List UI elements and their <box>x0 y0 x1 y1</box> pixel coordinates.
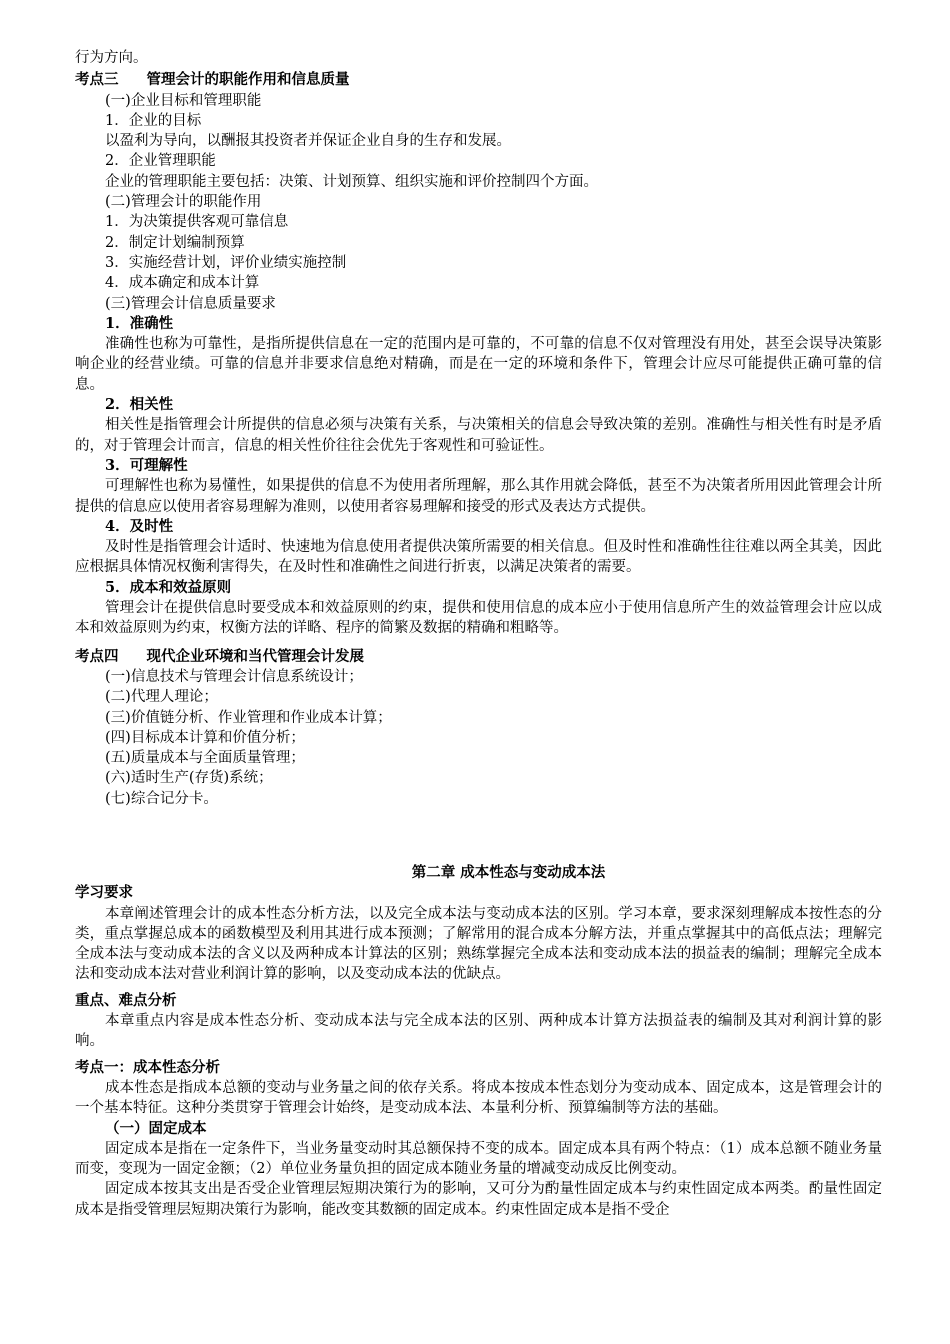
quality-text: 相关性是指管理会计所提供的信息必须与决策有关系，与决策相关的信息会导致决策的差别。准确性与相关性有时是矛盾的，对于管理会计而言，信息的相关性价往往会优先于客观性和可验证性。 <box>75 417 882 454</box>
s3-line: 2．制定计划编制预算 <box>105 234 245 251</box>
s3-line: (一)企业目标和管理职能 <box>105 92 262 109</box>
study-heading: 学习要求 <box>75 884 133 902</box>
fixed-cost-heading: （一）固定成本 <box>105 1119 207 1137</box>
quality-heading: 2．相关性 <box>105 396 174 414</box>
s4-item: (五)质量成本与全面质量管理； <box>105 750 305 767</box>
s4-item: (七)综合记分卡。 <box>105 790 218 807</box>
s3-line: 4．成本确定和成本计算 <box>105 275 260 292</box>
point1-heading: 考点一：成本性态分析 <box>75 1058 220 1076</box>
quality-text: 管理会计在提供信息时要受成本和效益原则的约束，提供和使用信息的成本应小于使用信息所产生的效益管理会计应以成本和效益原则为约束，权衡方法的详略、程序的简繁及数据的精确和粗略等。 <box>75 600 882 637</box>
s3-line: (三)管理会计信息质量要求 <box>105 295 276 312</box>
s4-item: (四)目标成本计算和价值分析； <box>105 729 305 746</box>
s4-item: (一)信息技术与管理会计信息系统设计； <box>105 668 363 685</box>
section4-title: 现代企业环境和当代管理会计发展 <box>146 647 364 665</box>
key-text: 本章重点内容是成本性态分析、变动成本法与完全成本法的区别、两种成本计算方法损益表的编制及其对利润计算的影响。 <box>75 1013 882 1050</box>
quality-heading: 1．准确性 <box>105 314 174 332</box>
s4-item: (六)适时生产(存货)系统； <box>105 770 273 787</box>
section3-label: 考点三 <box>75 71 119 89</box>
study-text: 本章阐述管理会计的成本性态分析方法，以及完全成本法与变动成本法的区别。学习本章，要求深刻理解成本按性态的分类，重点掌握总成本的函数模型及利用其进行成本预测；了解常用的混合成本分解方法，并重点掌握其中的高低点法；理解完全成本法与变动成本法的含义以及两种成本计算法的区别；熟练掌握完全成本法和变动成本法的损益表的编制；理解完全成本法和变动成本法对营业利润计算的影响，以及变动成本法的优缺点。 <box>75 905 882 983</box>
chapter-title: 第二章 成本性态与变动成本法 <box>411 863 606 881</box>
section4-label: 考点四 <box>75 647 119 665</box>
quality-text: 准确性也称为可靠性，是指所提供信息在一定的范围内是可靠的，不可靠的信息不仅对管理没有用处，甚至会误导决策影响企业的经营业绩。可靠的信息并非要求信息绝对精确，而是在一定的环境和条件下，管理会计应尽可能提供正确可靠的信息。 <box>75 336 882 393</box>
top-fragment: 行为方向。 <box>75 50 148 66</box>
section3-heading <box>75 70 882 90</box>
section4-heading <box>75 647 882 667</box>
quality-heading: 5．成本和效益原则 <box>105 578 232 596</box>
s3-line: 1．企业的目标 <box>105 112 202 129</box>
s3-line: (二)管理会计的职能作用 <box>105 194 262 211</box>
s3-line: 1．为决策提供客观可靠信息 <box>105 214 289 231</box>
section3-title: 管理会计的职能作用和信息质量 <box>146 71 350 89</box>
s3-line: 3．实施经营计划，评价业绩实施控制 <box>105 254 347 271</box>
fixed-cost-text: 固定成本按其支出是否受企业管理层短期决策行为的影响，又可分为酌量性固定成本与约束性固定成本两类。酌量性固定成本是指受管理层短期决策行为影响，能改变其数额的固定成本。约束性固定成本是指不受企 <box>75 1181 882 1218</box>
s4-item: (二)代理人理论； <box>105 689 218 706</box>
key-heading: 重点、难点分析 <box>75 991 177 1009</box>
s4-item: (三)价值链分析、作业管理和作业成本计算； <box>105 709 392 726</box>
s3-line: 2．企业管理职能 <box>105 153 216 170</box>
fixed-cost-text: 固定成本是指在一定条件下，当业务量变动时其总额保持不变的成本。固定成本具有两个特点：（1）成本总额不随业务量而变，变现为一固定金额；（2）单位业务量负担的固定成本随业务量的增减变动成反比例变动。 <box>75 1140 882 1178</box>
quality-text: 可理解性也称为易懂性，如果提供的信息不为使用者所理解，那么其作用就会降低，甚至不为决策者所用因此管理会计所提供的信息应以使用者容易理解为准则，以使用者容易理解和接受的形式及表达方式提供。 <box>75 478 882 515</box>
quality-text: 及时性是指管理会计适时、快速地为信息使用者提供决策所需要的相关信息。但及时性和准确性往往难以两全其美，因此应根据具体情况权衡利害得失，在及时性和准确性之间进行折衷，以满足决策者的需要。 <box>75 539 882 576</box>
quality-heading: 3．可理解性 <box>105 456 188 474</box>
point1-text: 成本性态是指成本总额的变动与业务量之间的依存关系。将成本按成本性态划分为变动成本、固定成本，这是管理会计的一个基本特征。这种分类贯穿于管理会计始终，是变动成本法、本量利分析、预算编制等方法的基础。 <box>75 1079 882 1117</box>
quality-heading: 4．及时性 <box>105 517 174 535</box>
s3-line: 以盈利为导向，以酬报其投资者并保证企业自身的生存和发展。 <box>105 133 511 150</box>
s3-line: 企业的管理职能主要包括：决策、计划预算、组织实施和评价控制四个方面。 <box>105 173 598 190</box>
